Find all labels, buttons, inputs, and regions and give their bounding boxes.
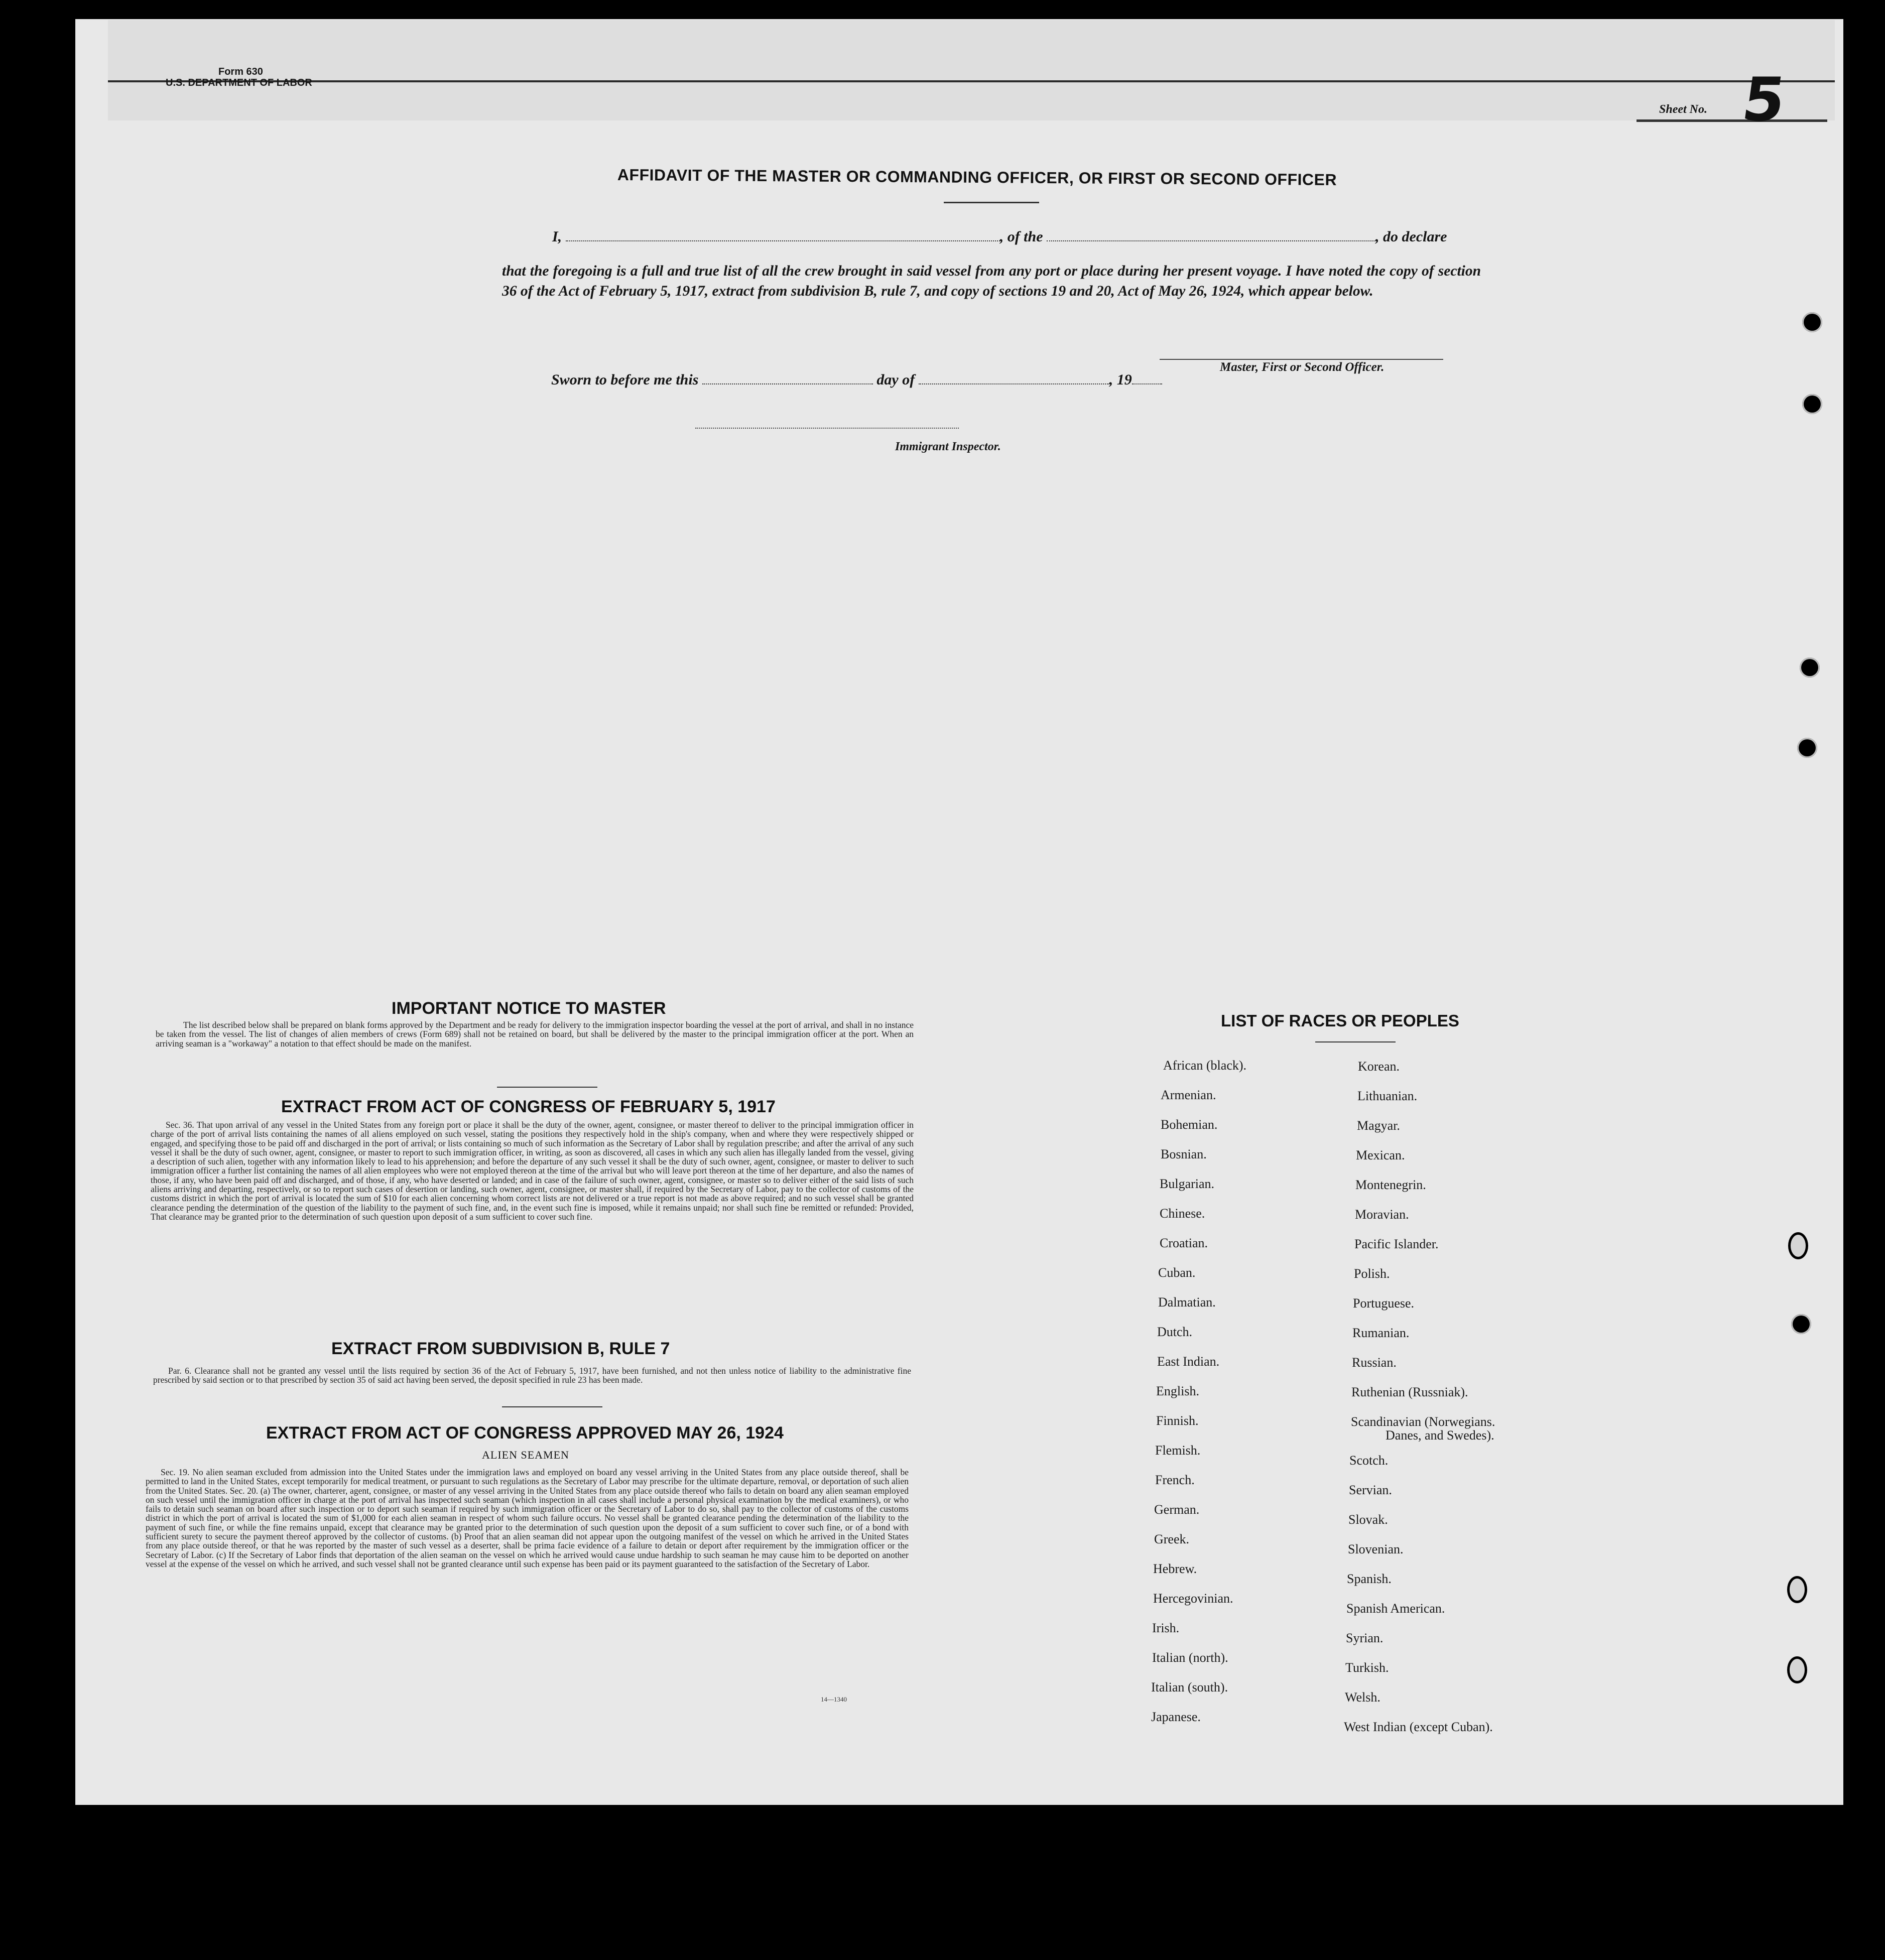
inspector-signature-line[interactable] bbox=[695, 427, 959, 429]
race-item: Japanese. bbox=[1151, 1710, 1201, 1724]
race-item: Finnish. bbox=[1156, 1413, 1199, 1428]
race-item: Scotch. bbox=[1349, 1453, 1389, 1468]
race-item: Servian. bbox=[1349, 1483, 1392, 1497]
rule7-rule bbox=[502, 1406, 602, 1407]
punch-hole bbox=[1788, 1232, 1808, 1259]
sheet-number-label: Sheet No. bbox=[1659, 103, 1707, 116]
race-item: Turkish. bbox=[1345, 1660, 1389, 1675]
affidavit-of-the: , of the bbox=[999, 228, 1043, 245]
races-title: LIST OF RACES OR PEOPLES bbox=[1221, 1011, 1459, 1030]
race-item: Mexican. bbox=[1356, 1148, 1405, 1162]
race-item: Slovak. bbox=[1348, 1512, 1388, 1527]
race-item: Rumanian. bbox=[1352, 1326, 1410, 1340]
race-item: Spanish American. bbox=[1346, 1601, 1445, 1616]
race-item: Welsh. bbox=[1345, 1690, 1380, 1705]
name-field[interactable] bbox=[566, 231, 1000, 241]
race-item: Korean. bbox=[1358, 1059, 1400, 1074]
vessel-field[interactable] bbox=[1047, 231, 1375, 241]
race-item: Magyar. bbox=[1357, 1118, 1400, 1133]
race-item: Russian. bbox=[1352, 1355, 1397, 1370]
sheet-rule bbox=[1637, 119, 1827, 122]
race-item: French. bbox=[1155, 1473, 1195, 1487]
month-field[interactable] bbox=[919, 374, 1109, 384]
race-item: Danes, and Swedes). bbox=[1386, 1428, 1494, 1443]
race-item: East Indian. bbox=[1157, 1354, 1220, 1369]
punch-hole bbox=[1800, 658, 1820, 678]
race-item: Scandinavian (Norwegians. bbox=[1351, 1414, 1495, 1429]
race-item: Italian (north). bbox=[1152, 1650, 1228, 1665]
form-header bbox=[166, 66, 312, 88]
sworn-day-of: day of bbox=[876, 371, 915, 388]
signature-label: Master, First or Second Officer. bbox=[1220, 360, 1385, 374]
title-rule bbox=[944, 202, 1039, 203]
race-item: Armenian. bbox=[1161, 1088, 1216, 1102]
year-field[interactable] bbox=[1132, 374, 1162, 384]
race-item: Lithuanian. bbox=[1357, 1089, 1418, 1103]
affidavit-i: I, bbox=[552, 228, 562, 245]
extract-1924-text: Sec. 19. No alien seaman excluded from admission into the United States under the immigration laws and employed on board any vessel arriving in the United States from any place outside thereof, shall be permitted to land in the United States, except temporarily for medical treatment, or pursuant to such regulations as the Secretary of Labor may prescribe for the ultimate departure, removal, or deportation of such alien from the United States. Sec. 20. (a) The owner, charterer, agent, consignee, or master of any vessel arriving in the United States from any place outside thereof who fails to detain on board any alien seaman employed on such vessel until the immigration officer in charge at the port of arrival has inspected such seaman (which inspection in all cases shall include a personal physical examination by the medical examiners), or who fails to detain such seaman on board after such inspection or to deport such seaman if required by such immigration officer or the Secretary of Labor to do so, shall pay to the collector of customs of the customs district in which the port of arrival is located the sum of $1,000 for each alien seaman in respect of whom such failure occurs. No vessel shall be granted clearance pending the determination of the liability to the payment of such fine, or while the fine remains unpaid, except that clearance may be granted prior to the determination of such question upon the deposit of a sum sufficient to cover such fine, or of a bond with sufficient surety to secure the payment thereof approved by the collector of customs. (b) Proof that an alien seaman did not appear upon the outgoing manifest of the vessel on which he arrived in the United States from any place outside thereof, or that he was reported by the master of such vessel as a deserter, shall be prima facie evidence of a failure to detain or deport after requirement by the immigration officer or the Secretary of Labor. (c) If the Secretary of Labor finds that deportation of the alien seaman on the vessel on which he arrived would cause undue hardship to such seaman he may cause him to be deported on another vessel at the expense of the vessel on which he arrived, and such vessel shall not be granted clearance until such expense has been paid or its payment guaranteed to the satisfaction of the Secretary of Labor. bbox=[146, 1467, 909, 1569]
day-field[interactable] bbox=[702, 374, 873, 384]
race-item: Polish. bbox=[1354, 1266, 1390, 1281]
punch-hole bbox=[1802, 312, 1822, 332]
race-item: Bulgarian. bbox=[1160, 1177, 1215, 1191]
notice-rule bbox=[497, 1087, 597, 1088]
extract-1924-subtitle: ALIEN SEAMEN bbox=[482, 1449, 569, 1461]
race-item: Greek. bbox=[1154, 1532, 1190, 1546]
affidavit-do-declare: , do declare bbox=[1375, 228, 1447, 245]
race-item: Portuguese. bbox=[1353, 1296, 1415, 1311]
extract-1917-title: EXTRACT FROM ACT OF CONGRESS OF FEBRUARY 5, 1917 bbox=[281, 1097, 776, 1116]
race-item: Ruthenian (Russniak). bbox=[1351, 1385, 1468, 1399]
race-item: English. bbox=[1156, 1384, 1199, 1398]
notice-text: The list described below shall be prepared on blank forms approved by the Department and be ready for delivery to the immigration inspector boarding the vessel at the port of arrival, and shall in no instance be taken from the vessel. The list of changes of alien members of crews (Form 689) shall not be retained on board, but shall be delivered by the master to the principal immigration officer at the port. When an arriving seaman is a "workaway" a notation to that effect should be made on the manifest. bbox=[156, 1020, 914, 1049]
form-number: Form 630 bbox=[218, 66, 263, 77]
header-strip bbox=[108, 20, 1835, 120]
extract-rule7-title: EXTRACT FROM SUBDIVISION B, RULE 7 bbox=[331, 1339, 670, 1358]
affidavit-body: that the foregoing is a full and true list of all the crew brought in said vessel from any port or place during her present voyage. I have noted the copy of section 36 of the Act of February 5, 1917, extract from subdivision B, rule 7, and copy of sections 19 and 20, Act of May 26, 1924, which appear below. bbox=[502, 263, 1481, 299]
race-item: African (black). bbox=[1163, 1058, 1247, 1073]
race-item: Spanish. bbox=[1347, 1572, 1392, 1586]
extract-rule7-text: Par. 6. Clearance shall not be granted any vessel until the lists required by section 36 of the Act of February 5, 1917, have been furnished, and not then unless notice of liability to the administrative fine prescribed by said section or to that prescribed by section 35 of said act having been served, the deposit specified in rule 23 has been made. bbox=[153, 1366, 911, 1385]
race-item: German. bbox=[1154, 1502, 1200, 1517]
race-item: West Indian (except Cuban). bbox=[1344, 1720, 1493, 1734]
race-item: Croatian. bbox=[1160, 1236, 1208, 1250]
punch-hole bbox=[1797, 738, 1817, 758]
race-item: Hercegovinian. bbox=[1153, 1591, 1233, 1606]
race-item: Hebrew. bbox=[1153, 1561, 1197, 1576]
races-rule bbox=[1315, 1041, 1396, 1042]
affidavit-first-line bbox=[552, 228, 1447, 245]
punch-hole bbox=[1802, 394, 1822, 414]
race-item: Cuban. bbox=[1158, 1265, 1196, 1280]
sworn-year-prefix: , 19 bbox=[1109, 371, 1132, 388]
extract-1924-title: EXTRACT FROM ACT OF CONGRESS APPROVED MAY 26, 1924 bbox=[266, 1423, 784, 1443]
race-item: Flemish. bbox=[1155, 1443, 1201, 1458]
race-item: Dutch. bbox=[1157, 1325, 1193, 1339]
department-name: U.S. DEPARTMENT OF LABOR bbox=[166, 77, 312, 88]
race-item: Bosnian. bbox=[1161, 1147, 1207, 1161]
extract-1917-text: Sec. 36. That upon arrival of any vessel in the United States from any foreign port or place it shall be the duty of the owner, agent, consignee, or master thereof to deliver to the principal immigration officer in charge of the port of arrival lists containing the names of all aliens employed on such vessel, stating the positions they respectively hold in the ship's company, when and where they were respectively shipped or engaged, and specifying those to be paid off and discharged in the port of arrival; or lists containing so much of such information as the Secretary of Labor shall by regulation prescribe; and after the arrival of any such vessel it shall be the duty of such owner, agent, consignee, or master to report to such immigration officer, in writing, as soon as discovered, all cases in which any such alien has illegally landed from the vessel, giving a description of such alien, together with any information likely to lead to his apprehension; and before the departure of any such vessel it shall be the duty of such owner, agent, consignee, or master to deliver to such immigration officer a further list containing the names of all alien employees who were not employed thereon at the time of the arrival but who will leave port thereon at the time of her departure, and also the names of those, if any, who have been paid off and discharged, and of those, if any, who have deserted or landed; and in case of the failure of such owner, agent, consignee, or master so to deliver either of the said lists of such aliens arriving and departing, respectively, or so to report such cases of desertion or landing, such owner, agent, consignee, or master shall, if required by the Secretary of Labor, pay to the collector of customs of the customs district in which the port of arrival is located the sum of $10 for each alien concerning whom correct lists are not delivered or a true report is not made as above required; and no such vessel shall be granted clearance pending the determination of the question of the liability to the payment of such fine, and, in the event such fine is imposed, while it remains unpaid; nor shall such fine be remitted or refunded: Provided, That clearance may be granted prior to the determination of such question upon deposit of a sum sufficient to cover such fine. bbox=[151, 1120, 914, 1222]
race-item: Montenegrin. bbox=[1355, 1178, 1426, 1192]
race-item: Moravian. bbox=[1355, 1207, 1409, 1222]
footer-code: 14—1340 bbox=[821, 1695, 847, 1703]
race-item: Pacific Islander. bbox=[1354, 1237, 1439, 1251]
signature-line[interactable] bbox=[1160, 359, 1443, 360]
affidavit-title: AFFIDAVIT OF THE MASTER OR COMMANDING OFFICER, OR FIRST OR SECOND OFFICER bbox=[617, 166, 1337, 189]
notice-title: IMPORTANT NOTICE TO MASTER bbox=[392, 999, 666, 1018]
sheet-number-value: 5 bbox=[1738, 65, 1790, 135]
inspector-label: Immigrant Inspector. bbox=[895, 440, 1001, 453]
header-rule bbox=[108, 80, 1835, 82]
race-item: Syrian. bbox=[1346, 1631, 1384, 1645]
sworn-prefix: Sworn to before me this bbox=[551, 371, 699, 388]
race-item: Italian (south). bbox=[1151, 1680, 1228, 1694]
punch-hole bbox=[1787, 1576, 1807, 1603]
race-item: Bohemian. bbox=[1161, 1117, 1218, 1132]
punch-hole bbox=[1791, 1314, 1811, 1334]
race-item: Slovenian. bbox=[1348, 1542, 1404, 1556]
race-item: Chinese. bbox=[1160, 1206, 1205, 1221]
punch-hole bbox=[1787, 1656, 1807, 1683]
sworn-line bbox=[551, 371, 1162, 388]
race-item: Irish. bbox=[1152, 1621, 1180, 1635]
race-item: Dalmatian. bbox=[1158, 1295, 1216, 1310]
